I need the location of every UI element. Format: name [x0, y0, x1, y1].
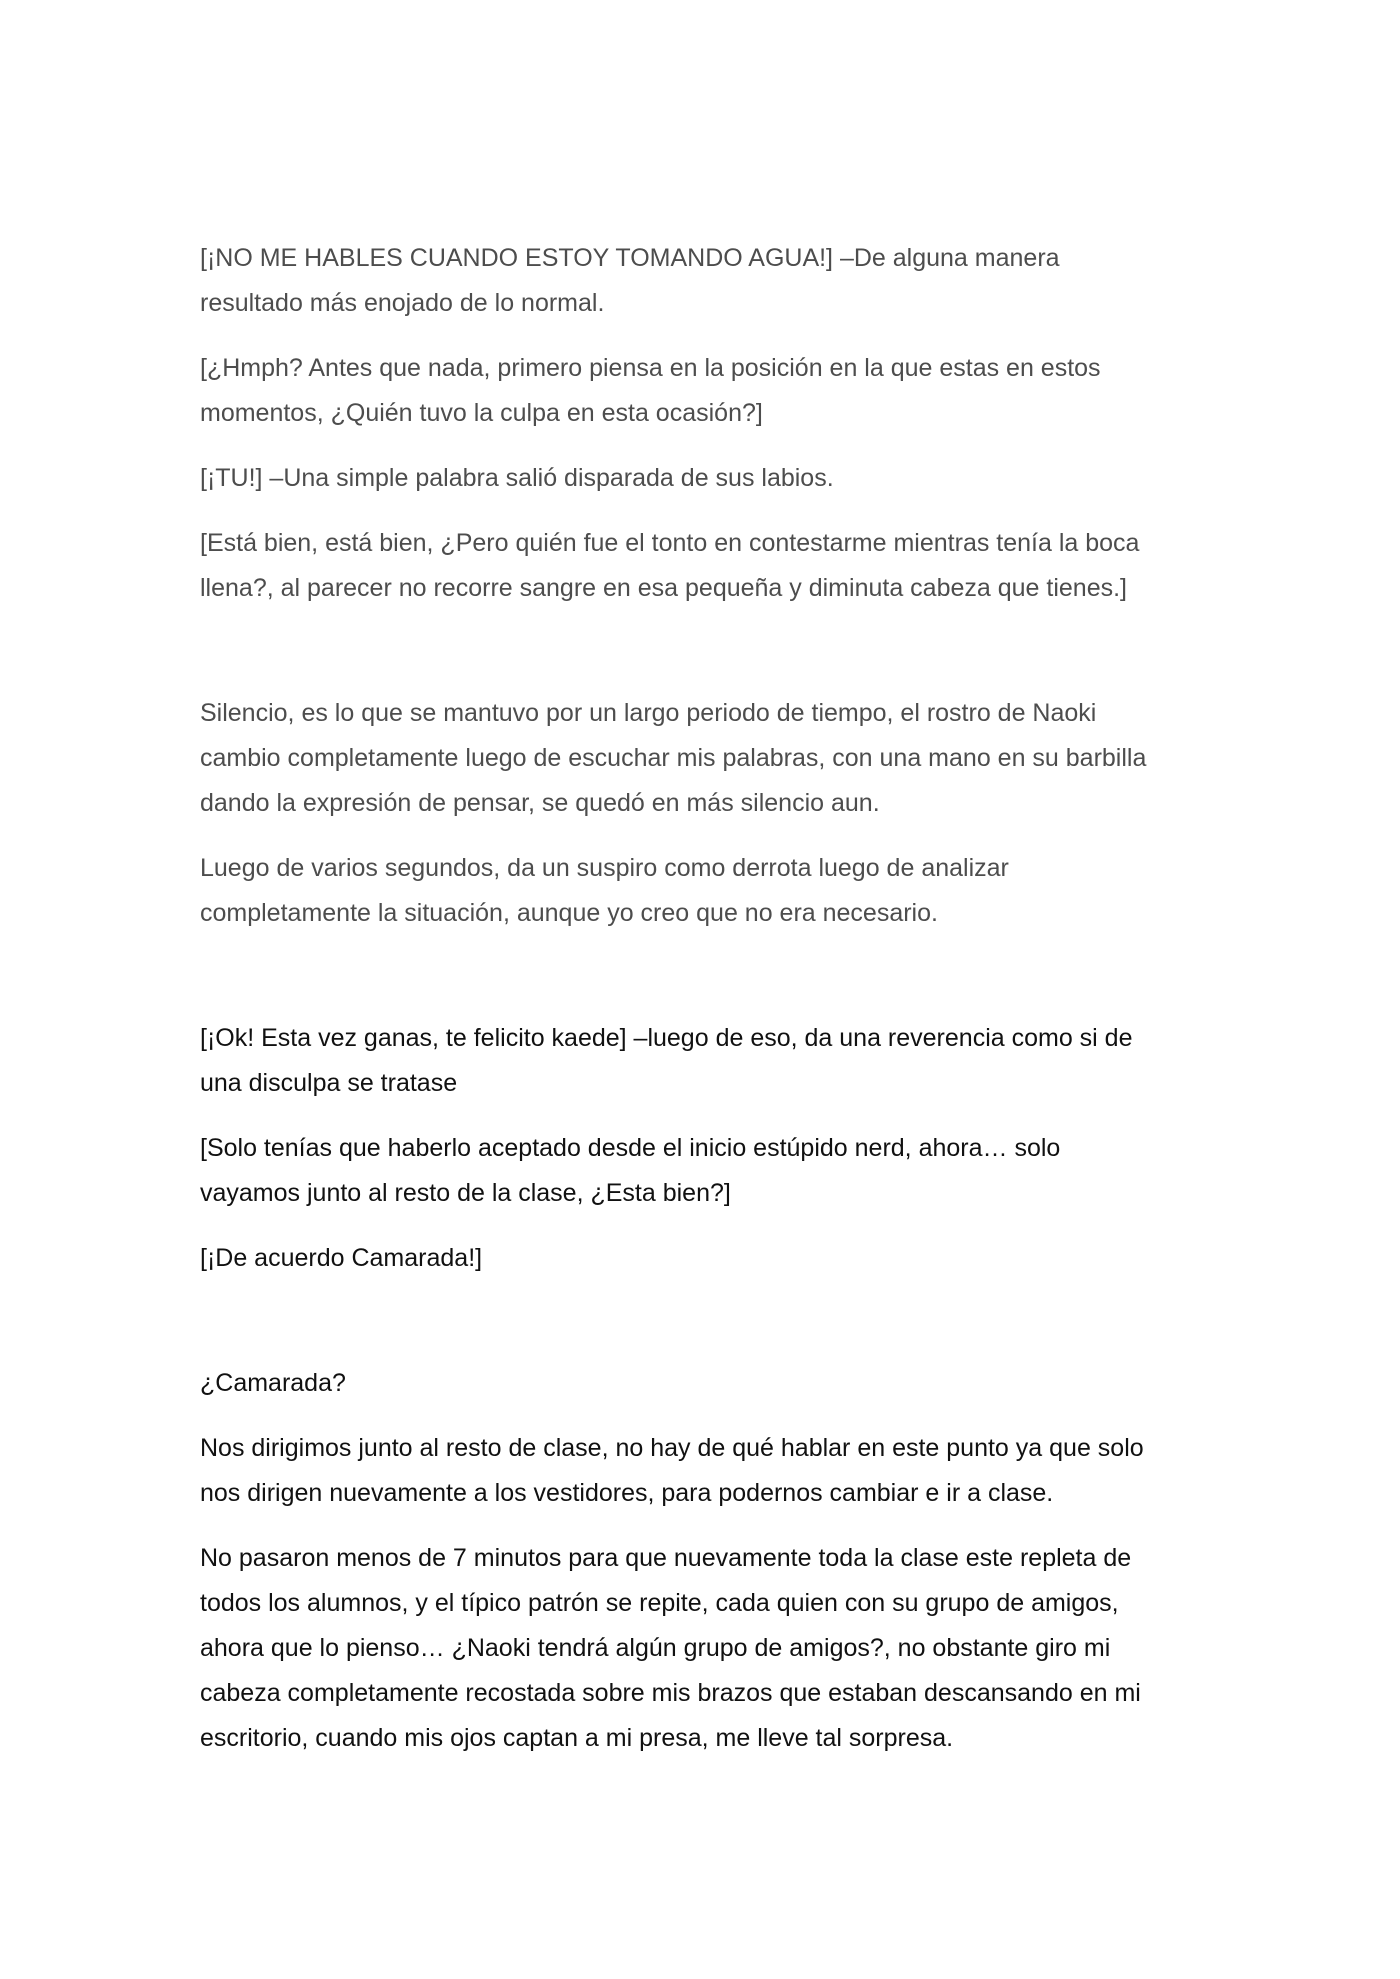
paragraph-8	[200, 1126, 1200, 1216]
text-line: nos dirigen nuevamente a los vestidores, para podernos cambiar e ir a clase.	[200, 1479, 1054, 1507]
text-line: una disculpa se tratase	[200, 1069, 458, 1097]
text-line: [Solo tenías que haberlo aceptado desde el inicio estúpido nerd, ahora… solo	[200, 1134, 1061, 1162]
text-line: [¡Ok! Esta vez ganas, te felicito kaede] –luego de eso, da una reverencia como si de	[200, 1024, 1133, 1052]
paragraph-2	[200, 346, 1200, 436]
paragraph-6	[200, 846, 1200, 936]
text-line: cabeza completamente recostada sobre mis brazos que estaban descansando en mi	[200, 1679, 1141, 1707]
document-body	[200, 236, 1200, 1781]
text-line: momentos, ¿Quién tuvo la culpa en esta ocasión?]	[200, 399, 763, 427]
text-line: todos los alumnos, y el típico patrón se repite, cada quien con su grupo de amigos,	[200, 1589, 1119, 1617]
text-line: [¡TU!] –Una simple palabra salió disparada de sus labios.	[200, 464, 834, 492]
text-line: resultado más enojado de lo normal.	[200, 289, 605, 317]
paragraph-9	[200, 1236, 1200, 1281]
text-line: cambio completamente luego de escuchar mis palabras, con una mano en su barbilla	[200, 744, 1147, 772]
paragraph-7	[200, 1016, 1200, 1106]
text-line: completamente la situación, aunque yo creo que no era necesario.	[200, 899, 938, 927]
text-line: ¿Camarada?	[200, 1369, 346, 1397]
text-line: No pasaron menos de 7 minutos para que nuevamente toda la clase este repleta de	[200, 1544, 1132, 1572]
paragraph-11	[200, 1426, 1200, 1516]
paragraph-1	[200, 236, 1200, 326]
paragraph-3	[200, 456, 1200, 501]
paragraph-10	[200, 1361, 1200, 1406]
text-line: Nos dirigimos junto al resto de clase, no hay de qué hablar en este punto ya que solo	[200, 1434, 1144, 1462]
text-line: dando la expresión de pensar, se quedó en más silencio aun.	[200, 789, 880, 817]
text-line: Luego de varios segundos, da un suspiro como derrota luego de analizar	[200, 854, 1009, 882]
text-line: [¿Hmph? Antes que nada, primero piensa en la posición en la que estas en estos	[200, 354, 1101, 382]
paragraph-5	[200, 691, 1200, 826]
text-line: [¡NO ME HABLES CUANDO ESTOY TOMANDO AGUA!] –De alguna manera	[200, 244, 1060, 272]
text-line: [¡De acuerdo Camarada!]	[200, 1244, 483, 1272]
paragraph-4	[200, 521, 1200, 611]
text-line: vayamos junto al resto de la clase, ¿Esta bien?]	[200, 1179, 731, 1207]
text-line: Silencio, es lo que se mantuvo por un largo periodo de tiempo, el rostro de Naoki	[200, 699, 1097, 727]
paragraph-12	[200, 1536, 1200, 1761]
text-line: llena?, al parecer no recorre sangre en esa pequeña y diminuta cabeza que tienes.]	[200, 574, 1127, 602]
text-line: ahora que lo pienso… ¿Naoki tendrá algún grupo de amigos?, no obstante giro mi	[200, 1634, 1111, 1662]
text-line: escritorio, cuando mis ojos captan a mi presa, me lleve tal sorpresa.	[200, 1724, 954, 1752]
text-line: [Está bien, está bien, ¿Pero quién fue el tonto en contestarme mientras tenía la boca	[200, 529, 1140, 557]
